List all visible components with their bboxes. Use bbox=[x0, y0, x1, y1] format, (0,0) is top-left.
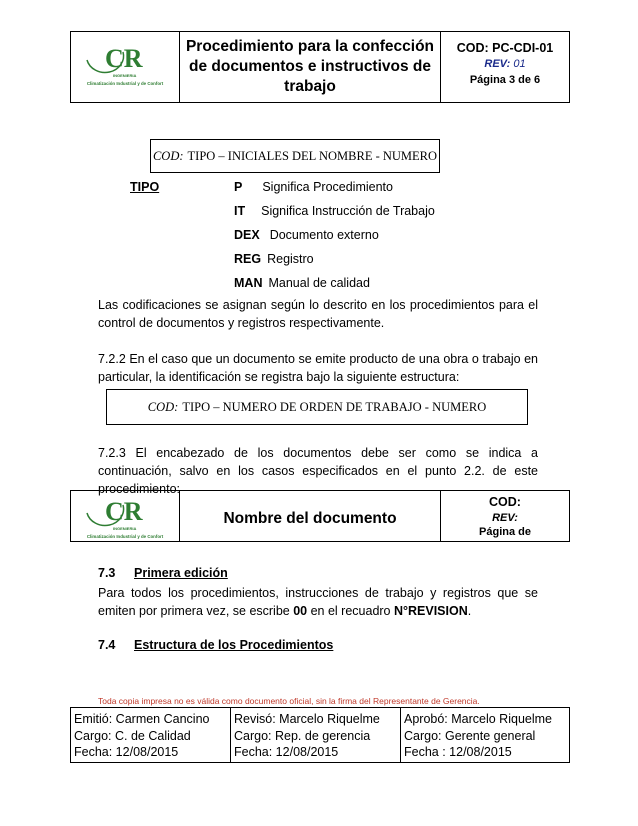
footer-approved bbox=[401, 708, 569, 762]
tipo-description: Registro bbox=[267, 252, 314, 266]
tipo-code: DEX bbox=[234, 228, 260, 242]
text-before: Para todos los procedimientos, instrucciones de trabajo y registros que se emiten por primera vez, se escribe bbox=[98, 586, 538, 618]
document-title: Procedimiento para la confección de documentos e instructivos de trabajo bbox=[180, 32, 441, 102]
tipo-item bbox=[234, 204, 435, 218]
example-header bbox=[70, 490, 570, 542]
footer-line: Cargo: C. de Calidad bbox=[74, 728, 191, 743]
paragraph-codificaciones: Las codificaciones se asignan según lo descrito en los procedimientos para el control de documentos y registros respectivamente. bbox=[98, 298, 538, 330]
paragraph-7-2-2: 7.2.2 En el caso que un documento se emite producto de una obra o trabajo en particular, la identificación se registra bajo la siguiente estructura: bbox=[98, 352, 538, 384]
tipo-code: MAN bbox=[234, 276, 263, 290]
footer-line: Fecha : 12/08/2015 bbox=[404, 745, 512, 759]
section-number: 7.4 bbox=[98, 638, 116, 652]
paragraph-7-3 bbox=[98, 584, 538, 620]
footer-line: Emitió: Carmen Cancino bbox=[74, 712, 210, 726]
section-title: Estructura de los Procedimientos bbox=[134, 638, 334, 652]
code-prefix: COD: bbox=[152, 148, 184, 163]
tipo-description: Documento externo bbox=[269, 228, 379, 242]
company-logo bbox=[77, 40, 173, 96]
footer-issued bbox=[71, 708, 231, 762]
revision bbox=[441, 58, 569, 70]
page-header bbox=[70, 31, 570, 103]
logo-word: INGENIERIA bbox=[113, 73, 137, 78]
revision-label: REV: bbox=[484, 58, 511, 70]
page-number: Página 3 de 6 bbox=[469, 74, 541, 86]
company-logo bbox=[77, 493, 173, 549]
footer-line: Aprobó: Marcelo Riquelme bbox=[404, 712, 552, 726]
text-middle: en el recuadro bbox=[307, 604, 394, 618]
tipo-code: IT bbox=[234, 204, 246, 218]
logo-mark bbox=[77, 493, 173, 533]
footer-line: Revisó: Marcelo Riquelme bbox=[234, 712, 380, 726]
tipo-description: Significa Instrucción de Trabajo bbox=[261, 204, 435, 218]
logo-mark bbox=[77, 40, 173, 80]
logo-word: INGENIERIA bbox=[113, 526, 137, 531]
document-code: COD: PC-CDI-01 bbox=[456, 41, 554, 55]
logo-cell bbox=[71, 32, 180, 102]
code-format-text: TIPO – INICIALES DEL NOMBRE - NUMERO bbox=[187, 148, 438, 163]
section-7-3-heading bbox=[98, 566, 228, 580]
logo-mark-text: CR bbox=[105, 44, 143, 73]
example-document-title: Nombre del documento bbox=[180, 491, 441, 541]
footer-line: Fecha: 12/08/2015 bbox=[74, 745, 179, 759]
tipo-code: REG bbox=[234, 252, 262, 266]
section-number: 7.3 bbox=[98, 566, 116, 580]
example-revision: REV: bbox=[492, 512, 518, 524]
section-title: Primera edición bbox=[134, 566, 228, 580]
footer-line: Fecha: 12/08/2015 bbox=[234, 745, 339, 759]
tipo-item bbox=[234, 252, 314, 266]
example-logo-cell bbox=[71, 491, 180, 541]
code-format-box-2 bbox=[106, 389, 528, 425]
code-cell bbox=[441, 32, 569, 102]
tipo-description: Significa Procedimiento bbox=[262, 180, 393, 194]
revision-box-label: N°REVISION bbox=[393, 604, 468, 618]
code-format-box-1 bbox=[150, 139, 440, 173]
example-page: Página de bbox=[479, 526, 531, 538]
logo-subtitle: Climatización Industrial y de Confort bbox=[86, 534, 164, 539]
example-code-cell bbox=[441, 491, 569, 541]
footer-line: Cargo: Rep. de gerencia bbox=[234, 728, 371, 743]
logo-mark-text: CR bbox=[105, 497, 143, 526]
revision-value: 00 bbox=[293, 604, 308, 618]
approval-footer bbox=[70, 707, 570, 763]
tipo-item bbox=[234, 276, 370, 290]
paragraph-7-2-3: 7.2.3 El encabezado de los documentos debe ser como se indica a continuación, salvo en los casos especificados en el punto 2.2. de este procedimiento: bbox=[98, 446, 538, 496]
logo-subtitle: Climatización Industrial y de Confort bbox=[86, 81, 164, 86]
footer-reviewed bbox=[231, 708, 401, 762]
code-format-text: TIPO – NUMERO DE ORDEN DE TRABAJO - NUMERO bbox=[182, 399, 487, 414]
tipo-label: TIPO bbox=[130, 180, 160, 194]
tipo-item bbox=[234, 180, 393, 194]
footer-line: Cargo: Gerente general bbox=[404, 728, 536, 743]
section-7-4-heading bbox=[98, 638, 333, 652]
footer-disclaimer: Toda copia impresa no es válida como documento oficial, sin la firma del Representante de Gerencia. bbox=[98, 696, 480, 706]
tipo-description: Manual de calidad bbox=[268, 276, 370, 290]
example-code: COD: bbox=[489, 495, 521, 509]
tipo-code: P bbox=[234, 180, 243, 194]
tipo-item bbox=[234, 228, 379, 242]
revision-value: 01 bbox=[513, 58, 526, 70]
code-prefix: COD: bbox=[147, 399, 179, 414]
text-after: . bbox=[467, 604, 472, 618]
